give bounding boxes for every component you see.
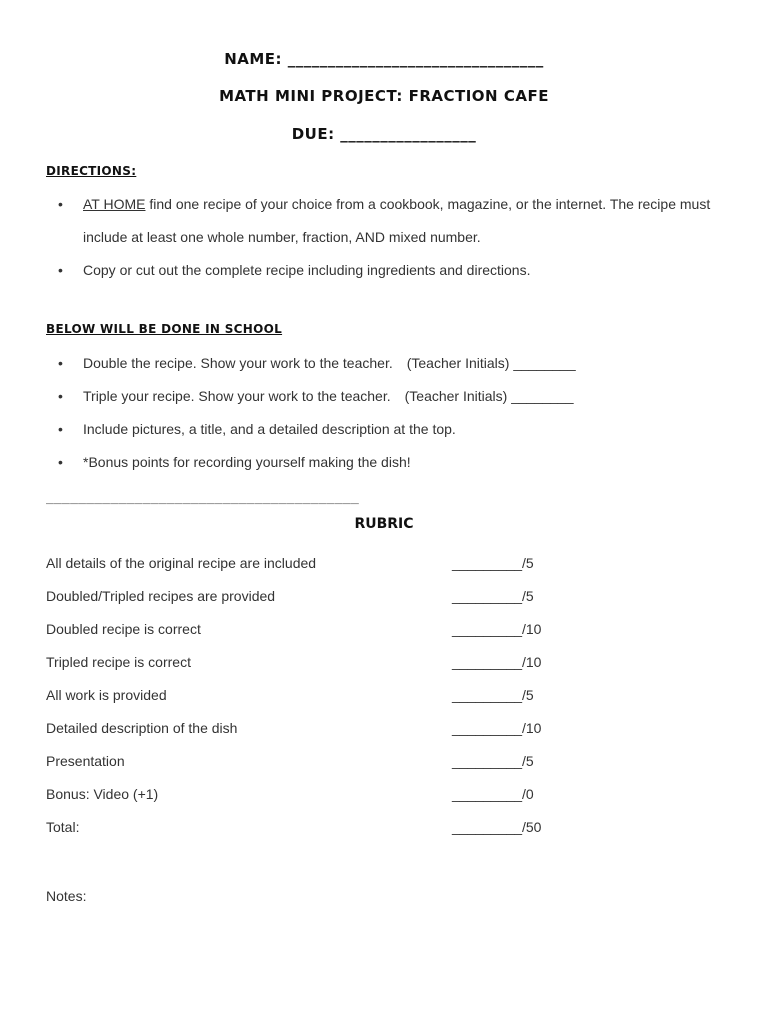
score-blank: _________	[452, 720, 523, 736]
school-heading: BELOW WILL BE DONE IN SCHOOL	[46, 322, 283, 336]
rubric-row-presentation	[46, 753, 666, 786]
teacher-initials-2: (Teacher Initials) ________	[404, 388, 574, 404]
list-item	[58, 446, 718, 479]
score-blank: _________	[452, 786, 523, 802]
bullet-icon: •	[58, 454, 63, 470]
score-blank: _________	[452, 588, 523, 604]
school-item-2-text: Triple your recipe. Show your work to the teacher.	[83, 388, 391, 404]
rubric-label: Presentation	[46, 753, 125, 769]
directions-heading: DIRECTIONS:	[46, 164, 137, 178]
score-blank: _________	[452, 621, 523, 637]
list-item	[58, 380, 718, 413]
list-item	[58, 413, 718, 446]
points-possible: /50	[522, 819, 542, 835]
points-possible: /5	[522, 588, 534, 604]
score-blank: _________	[452, 819, 523, 835]
rubric-row-original-details	[46, 555, 666, 588]
bullet-icon: •	[58, 355, 63, 371]
school-item-1-text: Double the recipe. Show your work to the teacher.	[83, 355, 393, 371]
rubric-row-recipes-provided	[46, 588, 666, 621]
rubric-row-doubled-correct	[46, 621, 666, 654]
rubric-row-total	[46, 819, 666, 852]
score-blank: _________	[452, 753, 523, 769]
points-possible: /10	[522, 654, 542, 670]
bullet-icon: •	[58, 388, 63, 404]
bullet-icon: •	[58, 196, 63, 212]
bullet-icon: •	[58, 262, 63, 278]
school-list	[58, 347, 718, 479]
directions-list	[58, 188, 718, 287]
notes-label: Notes:	[46, 888, 87, 904]
due-line: DUE: _________________	[291, 125, 477, 143]
at-home-text: AT HOME	[83, 196, 146, 212]
rubric-row-tripled-correct	[46, 654, 666, 687]
score-blank: _________	[452, 555, 523, 571]
list-item	[58, 254, 718, 287]
rubric-row-work-provided	[46, 687, 666, 720]
rubric-label: Bonus: Video (+1)	[46, 786, 159, 802]
rubric-label: Tripled recipe is correct	[46, 654, 191, 670]
list-item	[58, 188, 718, 254]
directions-item-2-text: Copy or cut out the complete recipe including ingredients and directions.	[83, 262, 531, 278]
points-possible: /5	[522, 753, 534, 769]
score-blank: _________	[452, 687, 523, 703]
name-line: NAME: ________________________________	[224, 50, 544, 68]
points-possible: /5	[522, 555, 534, 571]
points-possible: /0	[522, 786, 534, 802]
rubric-label: Doubled/Tripled recipes are provided	[46, 588, 276, 604]
rubric-heading: RUBRIC	[354, 516, 414, 532]
rubric-label: All details of the original recipe are included	[46, 555, 317, 571]
project-title: MATH MINI PROJECT: FRACTION CAFE	[219, 87, 549, 105]
rubric-label: All work is provided	[46, 687, 167, 703]
school-item-4-text: *Bonus points for recording yourself making the dish!	[83, 454, 411, 470]
points-possible: /10	[522, 720, 542, 736]
directions-item-1-text: find one recipe of your choice from a cookbook, magazine, or the internet. The recipe must include at least one whole number, fraction, AND mixed number.	[83, 196, 711, 245]
rubric-label: Doubled recipe is correct	[46, 621, 201, 637]
rubric-row-description	[46, 720, 666, 753]
rubric-label: Total:	[46, 819, 80, 835]
section-divider: _______________________________________	[46, 490, 360, 505]
points-possible: /10	[522, 621, 542, 637]
score-blank: _________	[452, 654, 523, 670]
rubric-row-bonus-video	[46, 786, 666, 819]
teacher-initials-1: (Teacher Initials) ________	[406, 355, 576, 371]
points-possible: /5	[522, 687, 534, 703]
school-item-3-text: Include pictures, a title, and a detailed description at the top.	[83, 421, 456, 437]
rubric-label: Detailed description of the dish	[46, 720, 238, 736]
list-item	[58, 347, 718, 380]
bullet-icon: •	[58, 421, 63, 437]
